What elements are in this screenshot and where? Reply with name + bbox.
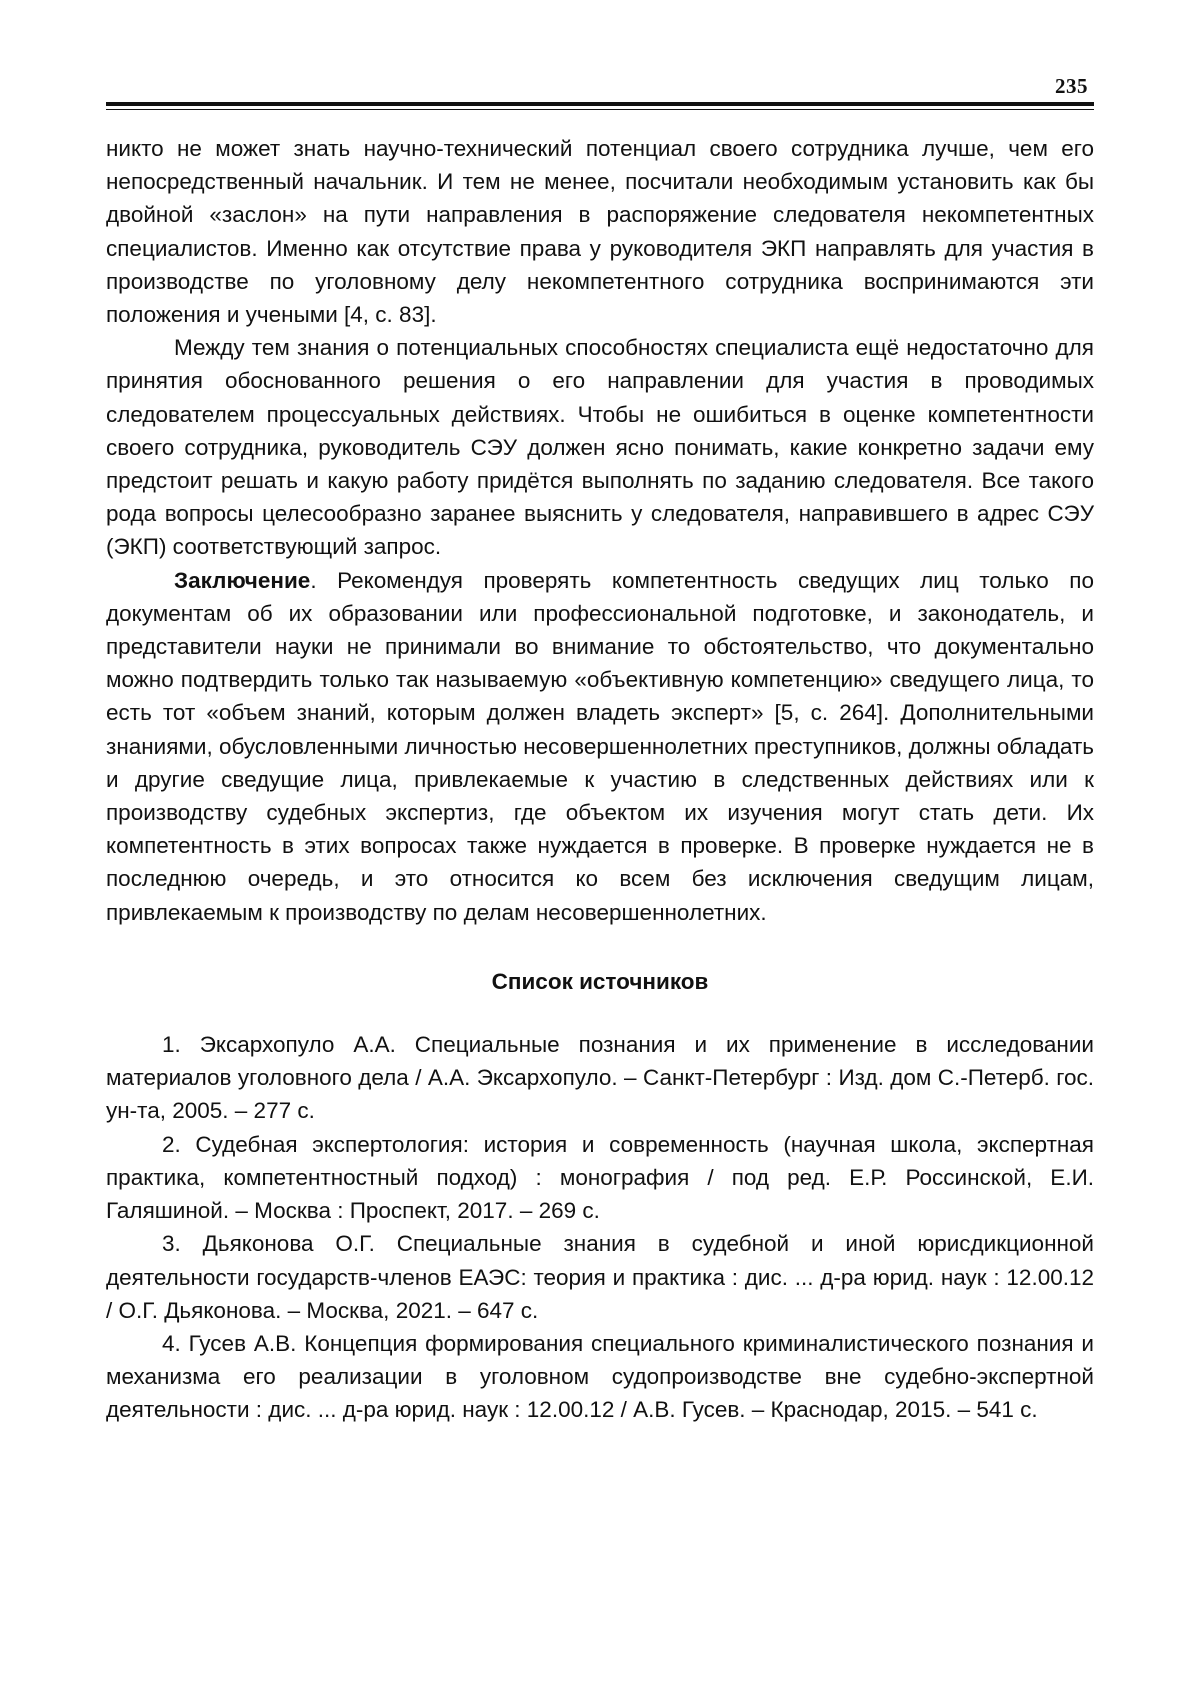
page-number: 235 xyxy=(1055,74,1088,98)
conclusion-paragraph xyxy=(106,564,1094,929)
paragraph: Между тем знания о потенциальных способностях специалиста ещё недостаточно для принятия обоснованного решения о его направлении для участия в проводимых следователем процессуальных действиях. Чтобы не ошибиться в оценке компетентности своего сотрудника, руководитель СЭУ должен ясно понимать, какие конкретно задачи ему предстоит решать и какую работу придётся выполнять по заданию следователя. Все такого рода вопросы целесообразно заранее выяснить у следователя, направившего в адрес СЭУ (ЭКП) соответствующий запрос. xyxy=(106,335,1094,560)
sources-heading: Список источников xyxy=(491,968,709,994)
header-rule xyxy=(106,102,1094,110)
reference-item: 1. Эксархопуло А.А. Специальные познания и их применение в исследовании материалов уголовного дела / А.А. Эксархопуло. – Санкт-Петербург : Изд. дом С.-Петерб. гос. ун-та, 2005. – 277 с. xyxy=(106,1032,1094,1124)
page-content xyxy=(106,132,1094,1427)
conclusion-lead: Заключение xyxy=(174,567,311,593)
reference-item: 2. Судебная экспертология: история и современность (научная школа, экспертная практика, компетентностный подход) : монография / под ред. Е.Р. Россинской, Е.И. Галяшиной. – Москва : Проспект, 2017. – 269 с. xyxy=(106,1131,1094,1224)
conclusion-text: . Рекомендуя проверять компетентность сведущих лиц только по документам об их образовании или профессиональной подготовке, и законодатель, и представители науки не принимали во внимание то обстоятельство, что документально можно подтвердить только так называемую «объективную компетенцию» сведущего лица, то есть тот «объем знаний, которым должен владеть эксперт» [5, с. 264]. Дополнительными знаниями, обусловленными личностью несовершеннолетних преступников, должны обладать и другие сведущие лица, привлекаемые к участию в следственных действиях или к производству судебных экспертиз, где объектом их изучения могут стать дети. Их компетентность в этих вопросах также нуждается в проверке. В проверке нуждается не в последнюю очередь, и это относится ко всем без исключения сведущим лицам, привлекаемым к производству по делам несовершеннолетних. xyxy=(106,567,1094,925)
reference-item: 4. Гусев А.В. Концепция формирования специального криминалистического познания и механизма его реализации в уголовном судопроизводстве вне судебно-экспертной деятельности : дис. ... д-ра юрид. наук : 12.00.12 / А.В. Гусев. – Краснодар, 2015. – 541 с. xyxy=(106,1330,1094,1423)
reference-item: 3. Дьяконова О.Г. Специальные знания в судебной и иной юрисдикционной деятельности государств-членов ЕАЭС: теория и практика : дис. ... д-ра юрид. наук : 12.00.12 / О.Г. Дьяконова. – Москва, 2021. – 647 с. xyxy=(106,1231,1094,1323)
paragraph: никто не может знать научно-технический потенциал своего сотрудника лучше, чем его непосредственный начальник. И тем не менее, посчитали необходимым установить как бы двойной «заслон» на пути направления в распоряжение следователя некомпетентных специалистов. Именно как отсутствие права у руководителя ЭКП направлять для участия в производстве по уголовному делу некомпетентного сотрудника воспринимаются эти положения и учеными [4, с. 83]. xyxy=(106,136,1094,328)
